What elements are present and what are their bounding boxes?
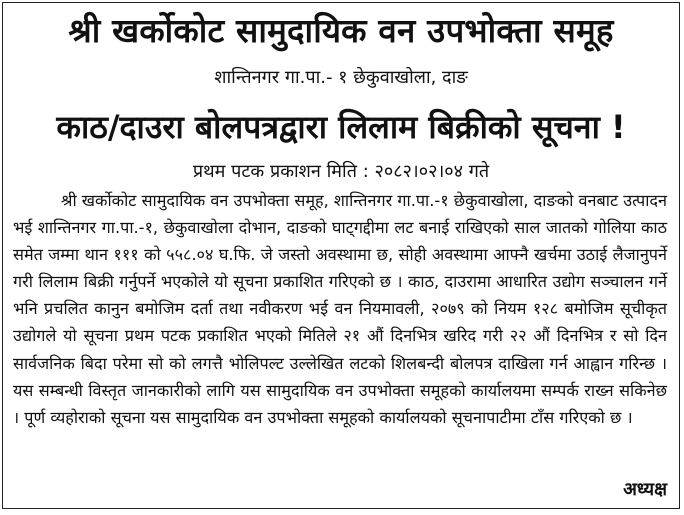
notice-headline: काठ/दाउरा बोलपत्रद्वारा लिलाम बिक्रीको सूचना ! <box>56 108 626 146</box>
notice-body: श्री खर्कोकोट सामुदायिक वन उपभोक्ता समूह, शान्तिनगर गा.पा.-१ छेकुवाखोला, दाङको वनबाट उत्पादन भई शान्तिनगर गा.पा.-१, छेकुवाखोला दोभान, दाङको घाट्गद्दीमा लट बनाई राखिएको साल जातको गोलिया काठ समेत जम्मा थान १११ को ५५८.०४ घ.फि. जे जस्तो अवस्थामा छ, सोही अवस्थामा आफ्नै खर्चमा उठाई लैजानुपर्ने गरी लिलाम बिक्री गर्नुपर्ने भएकोले यो सूचना प्रकाशित गरिएको छ । काठ, दाउरामा आधारित उद्योग सञ्चालन गर्ने भनि प्रचलित कानुन बमोजिम दर्ता तथा नवीकरण भई वन नियमावली, २०७९ को नियम १२८ बमोजिम सूचीकृत उद्योगले यो सूचना प्रथम पटक प्रकाशित भएको मितिले २१ औं दिनभित्र खरिद गरी २२ औं दिनभित्र र सो दिन सार्वजनिक बिदा परेमा सो को लगत्तै भोलिपल्ट उल्लेखित लटको शिलबन्दी बोलपत्र दाखिला गर्न आह्वान गरिन्छ । यस सम्बन्धी विस्तृत जानकारीको लागि यस सामुदायिक वन उपभोक्ता समूहको कार्यालयमा सम्पर्क राख्न सकिनेछ । पूर्ण व्यहोराको सूचना यस सामुदायिक वन उपभोक्ता समूहको कार्यालयको सूचनापाटीमा टाँस गरिएको छ । <box>13 191 667 427</box>
notice-advertisement <box>2 2 680 509</box>
publication-date: प्रथम पटक प्रकाशन मिति : २०८२।०२।०४ गते <box>192 161 490 182</box>
organization-title: श्री खर्कोकोट सामुदायिक वन उपभोक्ता समूह <box>68 11 614 50</box>
signature-title: अध्यक्ष <box>623 479 667 500</box>
organization-address: शान्तिनगर गा.पा.- १ छेकुवाखोला, दाङ <box>214 67 468 88</box>
